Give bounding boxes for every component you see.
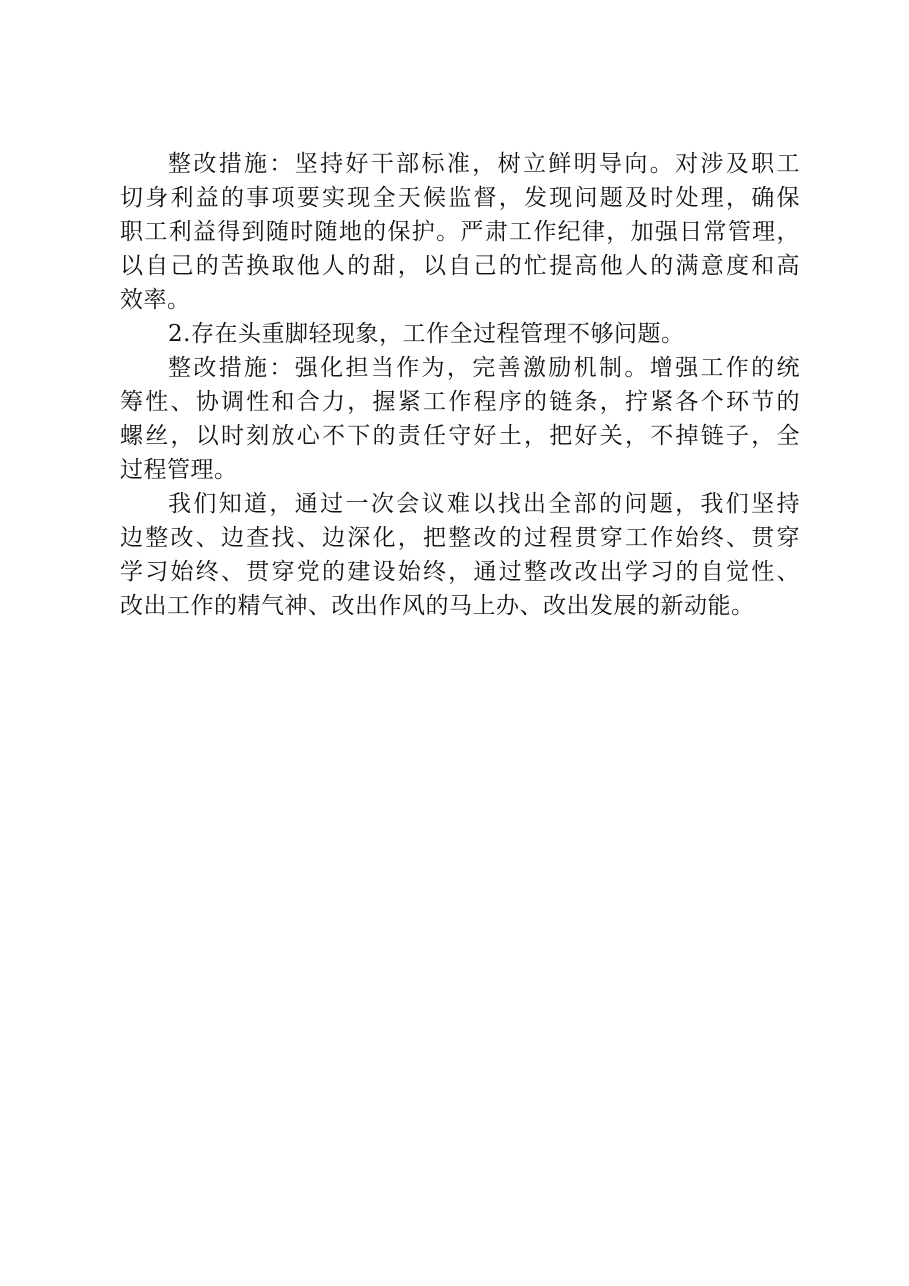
text-line: 筹性、协调性和合力，握紧工作程序的链条，拧紧各个环节的	[120, 389, 800, 415]
text-line: 改出工作的精气神、改出作风的马上办、改出发展的新动能。	[120, 593, 755, 619]
text-line: 整改措施：坚持好干部标准，树立鲜明导向。对涉及职工	[168, 151, 800, 177]
text-line: 效率。	[120, 287, 191, 313]
text-line: 边整改、边查找、边深化，把整改的过程贯穿工作始终、贯穿	[120, 525, 800, 551]
text-line: 切身利益的事项要实现全天候监督，发现问题及时处理，确保	[120, 185, 800, 211]
paragraph-measures-cadre	[120, 147, 800, 317]
paragraph-conclusion	[120, 487, 800, 623]
document-body	[120, 147, 800, 623]
text-line: 过程管理。	[120, 457, 238, 483]
text-line: 整改措施：强化担当作为，完善激励机制。增强工作的统	[168, 355, 800, 381]
text-line: 我们知道，通过一次会议难以找出全部的问题，我们坚持	[168, 491, 800, 517]
text-line: 螺丝，以时刻放心不下的责任守好土，把好关，不掉链子，全	[120, 423, 800, 449]
text-line: 以自己的苦换取他人的甜，以自己的忙提高他人的满意度和高	[120, 253, 800, 279]
text-line: 职工利益得到随时随地的保护。严肃工作纪律，加强日常管理，	[120, 219, 800, 245]
paragraph-issue-2	[120, 317, 800, 351]
paragraph-measures-incentive	[120, 351, 800, 487]
text-line: 2.存在头重脚轻现象，工作全过程管理不够问题。	[168, 321, 685, 347]
text-line: 学习始终、贯穿党的建设始终，通过整改改出学习的自觉性、	[120, 559, 800, 585]
